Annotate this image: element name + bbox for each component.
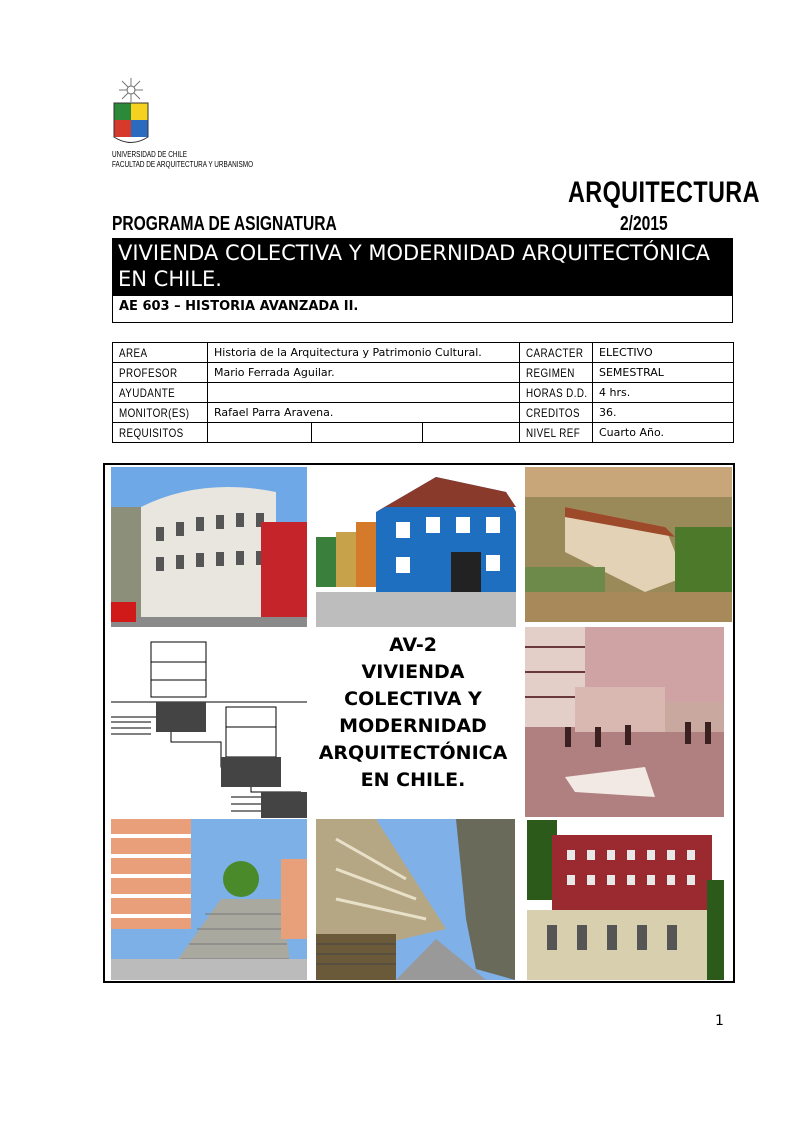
label-area: AREA: [119, 345, 148, 360]
value-monitores: Rafael Parra Aravena.: [208, 403, 520, 423]
value-requisitos-3: [423, 423, 520, 443]
photo-stairway-towers: [111, 819, 307, 980]
course-code: AE 603 – HISTORIA AVANZADA II.: [112, 295, 733, 323]
label-requisitos: REQUISITOS: [119, 425, 184, 440]
value-ayudante: [208, 383, 520, 403]
collage-line6: EN CHILE.: [360, 769, 466, 791]
collage-line2: VIVIENDA: [361, 661, 465, 683]
value-regimen: SEMESTRAL: [593, 363, 734, 383]
drawing-section-elevation: [111, 632, 307, 818]
table-row: [113, 423, 734, 443]
value-requisitos-2: [312, 423, 423, 443]
label-monitores: MONITOR(ES): [119, 405, 190, 420]
photo-street-buildings: [316, 819, 515, 980]
page-number: 1: [715, 1013, 724, 1029]
photo-blue-house: [316, 467, 516, 627]
collage-line3: COLECTIVA Y: [344, 688, 482, 710]
value-creditos: 36.: [593, 403, 734, 423]
collage-center-title: [310, 632, 516, 794]
photo-historic-construction: [525, 627, 724, 817]
table-row: [113, 363, 734, 383]
course-title-line1: VIVIENDA COLECTIVA Y MODERNIDAD ARQUITECTÓNICA: [118, 241, 711, 265]
photo-curved-building: [111, 467, 307, 627]
value-caracter: ELECTIVO: [593, 343, 734, 363]
semester: 2/2015: [620, 213, 668, 235]
label-horas: HORAS D.D.: [526, 385, 588, 400]
value-horas: 4 hrs.: [593, 383, 734, 403]
label-ayudante: AYUDANTE: [119, 385, 176, 400]
course-title-line2: EN CHILE.: [118, 267, 222, 291]
value-profesor: Mario Ferrada Aguilar.: [208, 363, 520, 383]
label-creditos: CREDITOS: [526, 405, 580, 420]
university-name: UNIVERSIDAD DE CHILE: [112, 150, 188, 159]
label-profesor: PROFESOR: [119, 365, 178, 380]
table-row: [113, 403, 734, 423]
career-title: ARQUITECTURA: [568, 176, 760, 209]
photo-red-building: [527, 820, 724, 980]
label-nivel: NIVEL REF: [526, 425, 581, 440]
collage-line4: MODERNIDAD: [339, 715, 487, 737]
value-requisitos-1: [208, 423, 312, 443]
table-row: [113, 383, 734, 403]
document-type: PROGRAMA DE ASIGNATURA: [112, 213, 337, 235]
value-area: Historia de la Arquitectura y Patrimonio Cultural.: [208, 343, 520, 363]
faculty-name: FACULTAD DE ARQUITECTURA Y URBANISMO: [112, 160, 254, 169]
course-info-table: [112, 342, 734, 443]
collage-line1: AV-2: [389, 634, 437, 656]
table-row: [113, 343, 734, 363]
label-caracter: CARACTER: [526, 345, 584, 360]
photo-hillside-housing: [525, 467, 732, 622]
value-nivel: Cuarto Año.: [593, 423, 734, 443]
label-regimen: REGIMEN: [526, 365, 575, 380]
collage-line5: ARQUITECTÓNICA: [318, 742, 508, 764]
course-title: [112, 238, 733, 295]
university-logo: [112, 76, 150, 148]
